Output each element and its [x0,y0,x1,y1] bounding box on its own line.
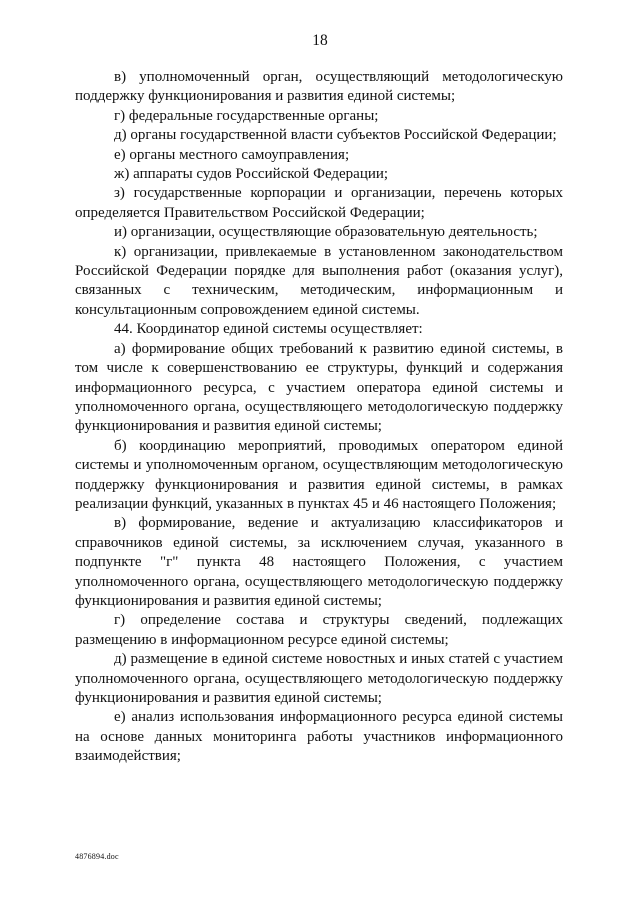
paragraph-item-v: в) уполномоченный орган, осуществляющий методологическую поддержку функционирования и развития единой системы; [75,69,563,105]
paragraph-item-d: д) органы государственной власти субъектов Российской Федерации; [114,127,557,144]
paragraph-item-z: з) государственные корпорации и организации, перечень которых определяется Правительством Российской Федерации; [75,185,563,221]
paragraph-item-e: е) органы местного самоуправления; [114,146,350,163]
section-44-heading: 44. Координатор единой системы осуществляет: [114,321,423,338]
paragraph-item-g: г) федеральные государственные органы; [114,107,379,124]
paragraph-item-zh: ж) аппараты судов Российской Федерации; [114,166,389,183]
paragraph-44-v: в) формирование, ведение и актуализацию классификаторов и справочников единой системы, за исключением случая, указанного в подпункте "г" пункта 48 настоящего Положения, с участием уполномоченного органа, осуществляющего методологическую поддержку функционирования и развития единой системы; [75,515,563,609]
paragraph-44-e: е) анализ использования информационного ресурса единой системы на основе данных мониторинга работы участников информационного взаимодействия; [75,709,563,765]
page-number: 18 [312,32,328,49]
paragraph-44-a: а) формирование общих требований к развитию единой системы, в том числе к совершенствованию ее структуры, функций и содержания информационного ресурса, с участием оператора единой системы и уполномоченного органа, осуществляющего методологическую поддержку функционирования и развития единой системы; [75,340,563,435]
paragraph-44-b: б) координацию мероприятий, проводимых оператором единой системы и уполномоченным органом, осуществляющим методологическую поддержку функционирования и развития единой системы, в рамках реализации функций, указанных в пунктах 45 и 46 настоящего Положения; [75,437,563,512]
paragraph-44-g: г) определение состава и структуры сведений, подлежащих размещению в информационном ресурсе единой системы; [75,612,563,648]
paragraph-44-d: д) размещение в единой системе новостных и иных статей с участием уполномоченного органа, осуществляющего методологическую поддержку функционирования и развития единой системы; [75,651,563,706]
document-file-code: 4876894.doc [75,852,119,861]
document-body [75,68,563,767]
paragraph-item-k: к) организации, привлекаемые в установленном законодательством Российской Федерации порядке для выполнения работ (оказания услуг), связанных с техническим, методическим, информационным и консультационным сопровождением единой системы. [75,243,563,318]
paragraph-item-i: и) организации, осуществляющие образовательную деятельность; [114,224,538,241]
